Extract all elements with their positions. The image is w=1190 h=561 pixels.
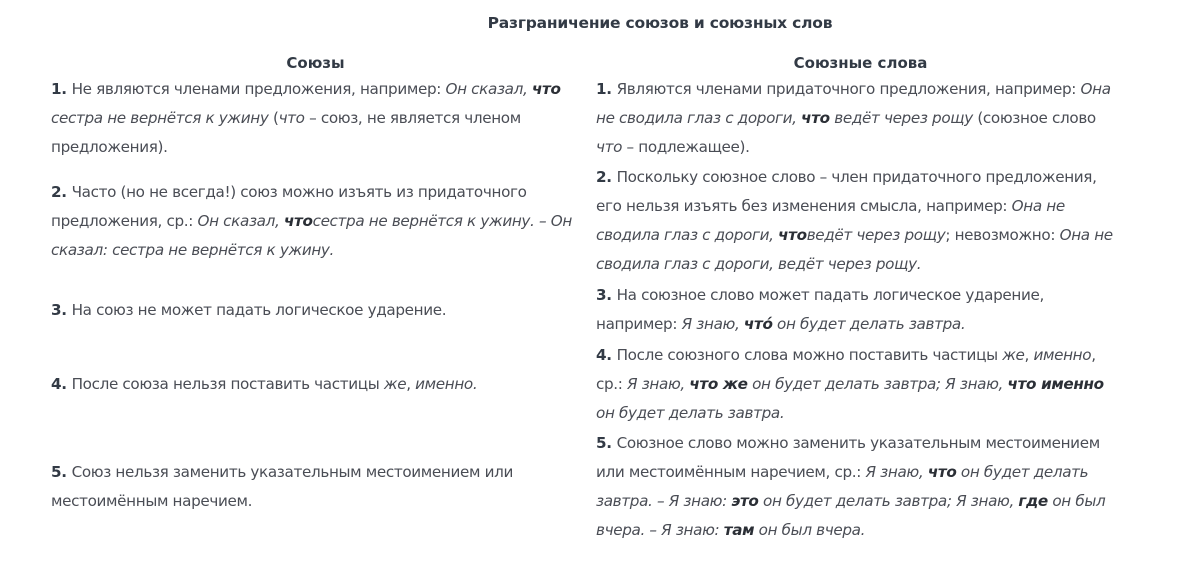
text-segment: он будет делать завтра.	[772, 315, 966, 333]
text-segment: (союзное слово	[972, 108, 1096, 127]
text-segment: что	[278, 108, 305, 127]
text-segment: Он сказал,	[197, 211, 284, 230]
item-number: 4.	[596, 345, 617, 364]
text-segment: он будет делать завтра; Я знаю,	[758, 492, 1019, 510]
text-segment: он будет делать завтра; Я знаю,	[747, 374, 1008, 393]
table-row	[43, 162, 1133, 280]
text-segment: – союз, не является членом предложения).	[51, 108, 521, 156]
text-segment: именно	[1033, 345, 1092, 364]
table-row	[43, 280, 1133, 340]
text-segment: Она не сводила глаз с дороги,	[596, 79, 1111, 127]
cell-conjunction-4	[43, 340, 588, 428]
text-segment: он был вчера. – Я знаю:	[596, 492, 1106, 539]
text-segment: он будет делать завтра. – Я знаю:	[596, 463, 1089, 510]
text-segment: (	[268, 108, 279, 127]
text-segment: сестра не вернётся к ужину. – Он сказал: сестра не вернётся к ужину.	[51, 211, 572, 259]
highlighted-word: что	[801, 108, 830, 127]
highlighted-word: что	[778, 226, 807, 244]
text-segment: же	[383, 374, 407, 393]
cell-conjunctive-word-5	[588, 428, 1133, 546]
item-number: 5.	[51, 463, 72, 481]
text-segment: Я знаю,	[865, 463, 928, 481]
item-number: 2.	[596, 168, 617, 186]
text-segment: что	[596, 137, 623, 156]
column-header-conjunctive-words: Союзные слова	[793, 54, 928, 72]
highlighted-word: что же	[689, 374, 748, 393]
text-segment: , ср.:	[596, 345, 1096, 393]
text-segment: Союз нельзя заменить указательным местоимением или местоимённым наречием.	[51, 463, 513, 510]
highlighted-word: что́	[743, 315, 773, 333]
text-segment: Союзное слово можно заменить указательным местоимением или местоимённым наречием, ср.:	[596, 434, 1100, 481]
cell-conjunctive-word-1	[588, 74, 1133, 162]
text-segment: Не являются членами предложения, например:	[71, 79, 446, 98]
table-row	[43, 340, 1133, 428]
table-row	[43, 74, 1133, 162]
item-number: 5.	[596, 434, 617, 452]
text-segment: – подлежащее).	[622, 137, 750, 156]
item-number: 1.	[596, 79, 617, 98]
highlighted-word: что	[283, 211, 313, 230]
text-segment: он будет делать завтра.	[596, 403, 785, 422]
text-segment: ведёт через рощу	[829, 108, 973, 127]
text-segment: ; невозможно:	[945, 226, 1060, 244]
cell-conjunctive-word-4	[588, 340, 1133, 428]
item-number: 1.	[51, 79, 72, 98]
text-segment: ,	[1024, 345, 1034, 364]
comparison-table	[43, 48, 1133, 546]
item-number: 2.	[51, 182, 72, 201]
text-segment: Я знаю,	[627, 374, 690, 393]
cell-conjunctive-word-3	[588, 280, 1133, 340]
cell-conjunctive-word-2	[588, 162, 1133, 280]
highlighted-word: где	[1018, 492, 1048, 510]
cell-conjunction-1	[43, 74, 588, 162]
text-segment: После союза нельзя поставить частицы	[71, 374, 384, 393]
table-row	[43, 428, 1133, 546]
text-segment: же	[1002, 345, 1025, 364]
table-header-row	[43, 48, 1133, 74]
text-segment: Она не сводила глаз с дороги, ведёт через рощу.	[596, 226, 1113, 273]
cell-conjunction-5	[43, 428, 588, 546]
text-segment: На союзное слово может падать логическое ударение, например:	[596, 286, 1044, 333]
highlighted-word: что	[927, 463, 957, 481]
cell-conjunction-3	[43, 280, 588, 340]
text-segment: Она не сводила глаз с дороги,	[596, 197, 1065, 244]
text-segment: Поскольку союзное слово – член придаточного предложения, его нельзя изъять без изменения смысла, например:	[596, 168, 1097, 215]
text-segment: он был вчера.	[754, 521, 866, 539]
highlighted-word: что	[531, 79, 561, 98]
text-segment: На союз не может падать логическое ударение.	[71, 300, 447, 319]
text-segment: именно.	[415, 374, 478, 393]
text-segment: Я знаю,	[681, 315, 744, 333]
highlighted-word: что именно	[1007, 374, 1104, 393]
page-title: Разграничение союзов и союзных слов	[487, 14, 833, 32]
text-segment: Он сказал,	[445, 79, 532, 98]
text-segment: ведёт через рощу	[806, 226, 946, 244]
item-number: 4.	[51, 374, 72, 393]
column-header-conjunctions: Союзы	[286, 54, 345, 72]
text-segment: Являются членами придаточного предложения, например:	[616, 79, 1081, 98]
text-segment: Часто (но не всегда!) союз можно изъять из придаточного предложения, ср.:	[51, 182, 527, 230]
text-segment: сестра не вернётся к ужину	[51, 108, 269, 127]
highlighted-word: там	[723, 521, 755, 539]
text-segment: После союзного слова можно поставить частицы	[616, 345, 1003, 364]
item-number: 3.	[51, 300, 72, 319]
text-segment: ,	[406, 374, 416, 393]
highlighted-word: это	[731, 492, 759, 510]
cell-conjunction-2	[43, 162, 588, 280]
item-number: 3.	[596, 286, 617, 304]
